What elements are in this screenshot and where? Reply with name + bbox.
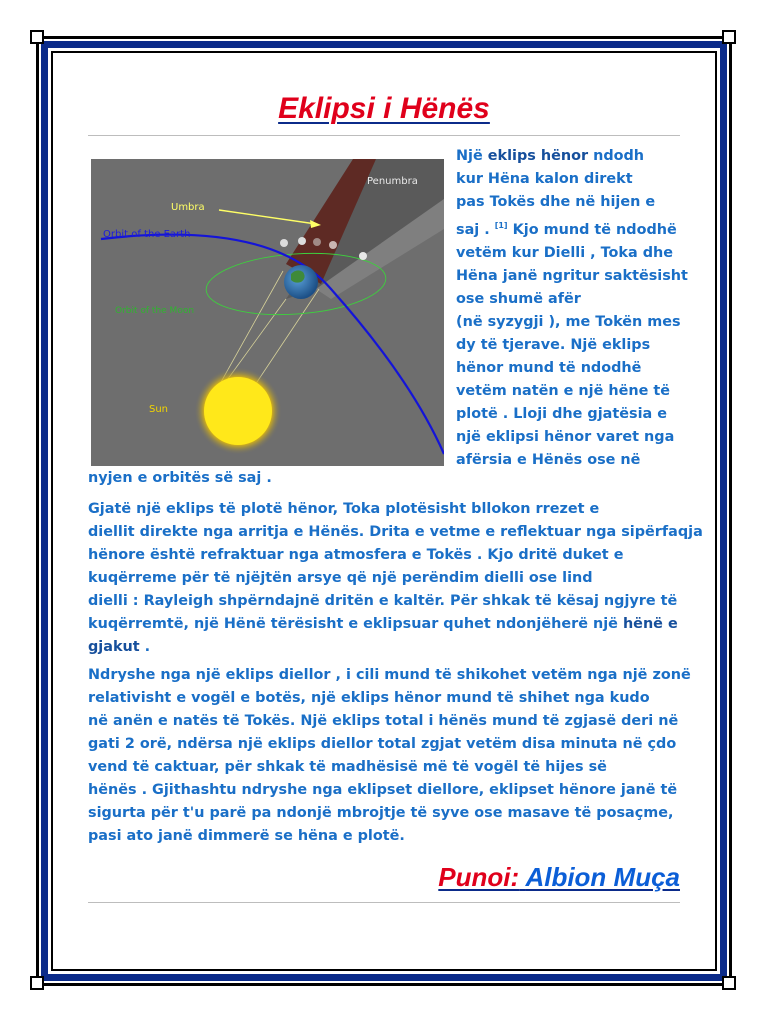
text-line: Hëna janë ngritur saktësisht (456, 267, 688, 284)
text-line: gjakut . (88, 639, 151, 655)
text-line: dielli : Rayleigh shpërndajnë dritën e kaltër. Për shkak të kësaj ngjyre të (88, 593, 678, 609)
lunar-eclipse-diagram (91, 159, 444, 466)
text-line: pas Tokës dhe në hijen e (456, 194, 656, 210)
paragraph-intro (456, 145, 688, 472)
moon-position (313, 238, 321, 246)
corner-ornament-bottom-left (30, 976, 48, 994)
moon-position (280, 239, 288, 247)
term-gjakut[interactable]: gjakut (88, 639, 140, 655)
sun-label: Sun (149, 404, 169, 415)
text-line: relativisht e vogël e botës, një eklips hënor mund të shihet nga kudo (88, 690, 650, 706)
text-line: plotë . Lloji dhe gjatësia e (456, 405, 667, 422)
paragraph-intro-end (88, 467, 272, 490)
text-line: hënës . Gjithashtu ndryshe nga eklipset diellore, eklipset hënore janë të (88, 782, 678, 798)
signature-label: Punoi: (438, 862, 520, 892)
text-line: hënor mund të ndodhë (456, 359, 642, 376)
text-line: vetëm kur Dielli , Toka dhe (456, 244, 674, 261)
text-line: një eklipsi hënor varet nga (456, 428, 675, 445)
umbra-label: Umbra (171, 202, 205, 213)
text-line: sigurta për t'u parë pa ndonjë mbrojtje të syve ose masave të posaçme, (88, 805, 674, 821)
corner-ornament-bottom-right (722, 976, 740, 994)
page-title: Eklipsi i Hënës (278, 92, 490, 125)
text-line: diellit direkte nga arritja e Hënës. Drita e vetme e reflektuar nga sipërfaqja (88, 524, 703, 540)
moon-position (359, 252, 367, 260)
text-line: saj . [1] Kjo mund të ndodhë (456, 221, 677, 238)
text-line: Ndryshe nga një eklips diellor , i cili mund të shikohet vetëm nga një zonë (88, 667, 691, 683)
text-line: kuqërreme për të njëjtën arsye që një perëndim dielli ose lind (88, 570, 593, 586)
text-line: kuqërremtë, një Hënë tërësisht e eklipsuar quhet ndonjëherë një hënë e (88, 616, 678, 632)
penumbra-label: Penumbra (367, 176, 418, 187)
paragraph-total-eclipse (88, 498, 703, 659)
text-line: vend të caktuar, për shkak të madhësisë më të vogël të hijes së (88, 759, 607, 775)
moon-position (298, 237, 306, 245)
text-line: në anën e natës të Tokës. Një eklips total i hënës mund të zgjasë deri në (88, 713, 679, 729)
title-divider (88, 135, 680, 136)
text-line: gati 2 orë, ndërsa një eklips diellor total zgjat vetëm disa minuta në çdo (88, 736, 677, 752)
text-line: Një eklips hënor ndodh (456, 148, 645, 164)
sun-disc (204, 377, 272, 445)
term-eklips-henor[interactable]: eklips hënor (487, 148, 589, 164)
text-line: dy të tjerave. Një eklips (456, 336, 651, 353)
orbit-of-moon-label: Orbit of the Moon (115, 306, 195, 316)
text-line: nyjen e orbitës së saj . (88, 470, 272, 486)
author-signature (438, 862, 680, 893)
term-hene-e-gjakut[interactable]: hënë e (622, 616, 678, 632)
footer-divider (88, 902, 680, 903)
corner-ornament-top-left (30, 30, 48, 48)
text-line: kur Hëna kalon direkt (456, 171, 633, 187)
text-line: pasi ato janë dimmerë se hëna e plotë. (88, 828, 405, 844)
paragraph-comparison (88, 664, 691, 848)
author-name: Albion Muça (525, 862, 680, 892)
corner-ornament-top-right (722, 30, 740, 48)
orbit-of-earth-label: Orbit of the Earth (103, 229, 191, 240)
text-line: ose shumë afër (456, 290, 581, 307)
text-line: (në syzygji ), me Tokën mes (456, 313, 681, 330)
footnote-reference[interactable]: [1] (494, 221, 508, 230)
text-line: afërsia e Hënës ose në (456, 451, 641, 468)
text-line: vetëm natën e një hëne të (456, 382, 671, 399)
text-line: Gjatë një eklips të plotë hënor, Toka plotësisht bllokon rrezet e (88, 501, 600, 517)
text-line: hënore është refraktuar nga atmosfera e Tokës . Kjo dritë duket e (88, 547, 624, 563)
moon-position (329, 241, 337, 249)
